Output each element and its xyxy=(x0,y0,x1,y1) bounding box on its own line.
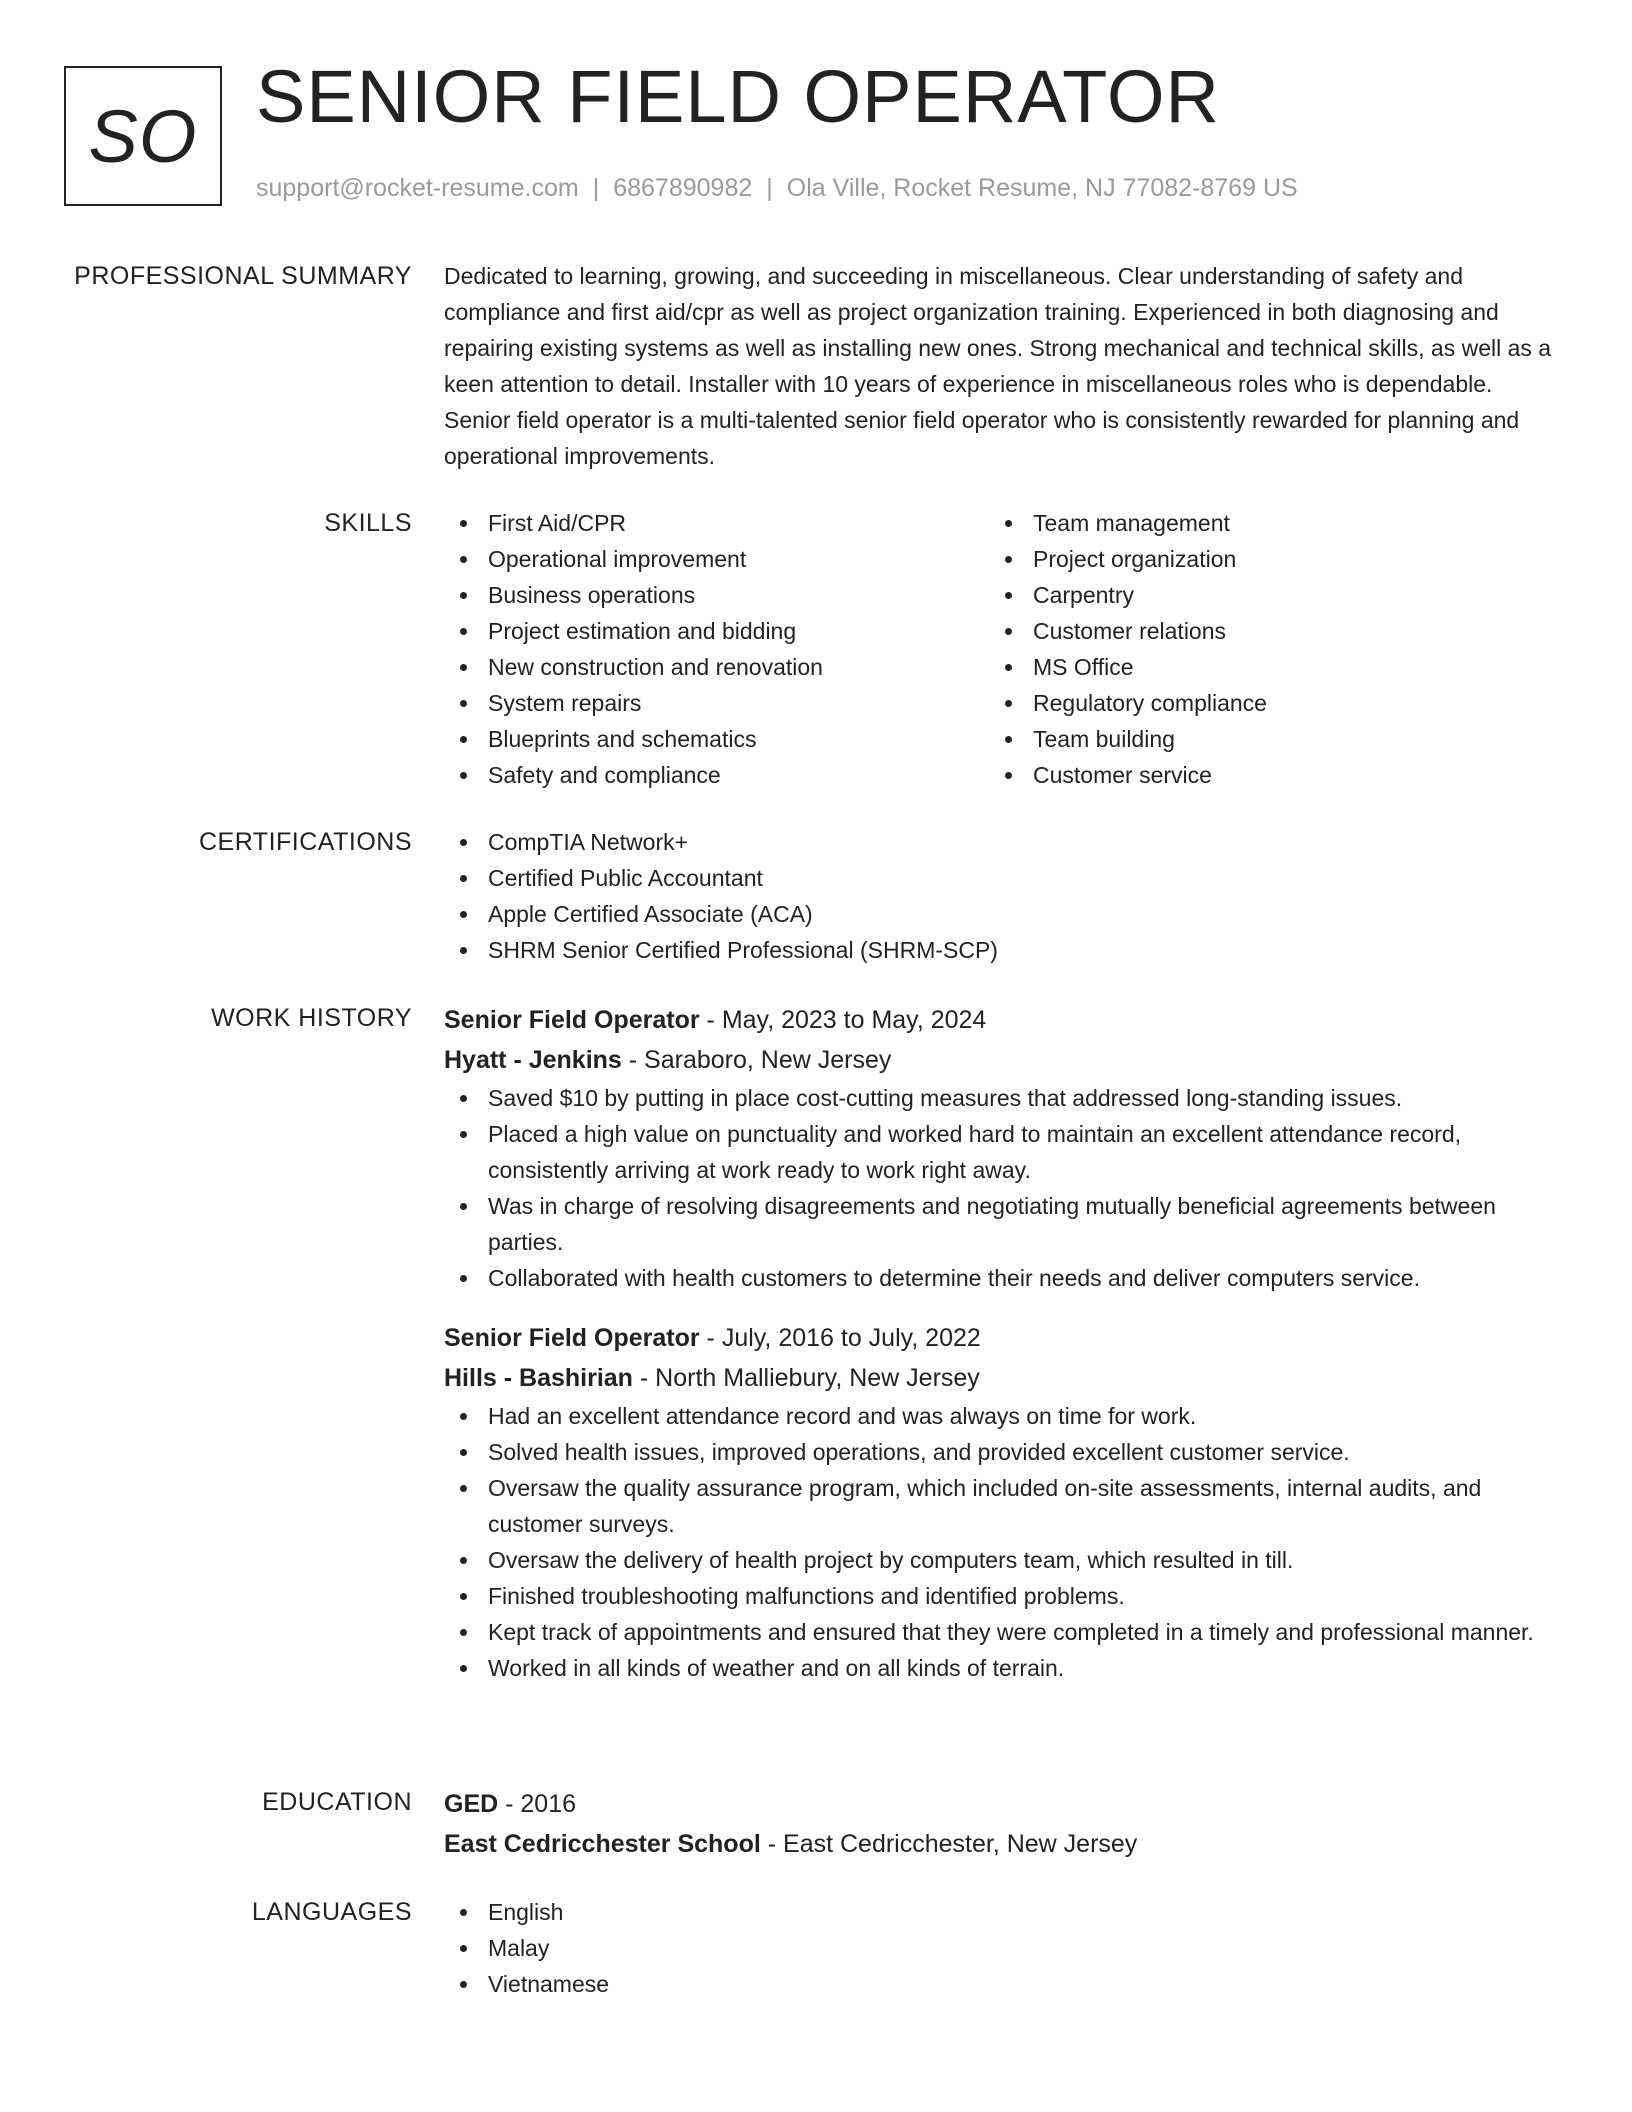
job-duty-item: Collaborated with health customers to determine their needs and deliver computers service. xyxy=(444,1260,1554,1296)
job-duty-item: Oversaw the quality assurance program, which included on-site assessments, internal audits, and customer surveys. xyxy=(444,1470,1554,1542)
languages-body xyxy=(444,1894,1554,2002)
job-company: Hyatt - Jenkins xyxy=(444,1046,622,1074)
monogram-text: SO xyxy=(88,94,198,178)
languages-heading: LANGUAGES xyxy=(251,1898,412,1926)
job-location: - Saraboro, New Jersey xyxy=(621,1046,892,1074)
skill-item: Carpentry xyxy=(989,577,1534,613)
certifications-list xyxy=(444,824,1554,968)
skill-item: MS Office xyxy=(989,649,1534,685)
education-heading: EDUCATION xyxy=(262,1788,412,1816)
skill-item: System repairs xyxy=(444,685,989,721)
job-title-line xyxy=(444,1000,1554,1040)
certifications-body xyxy=(444,824,1554,968)
job-title: Senior Field Operator xyxy=(444,1006,700,1034)
school-line xyxy=(444,1824,1554,1864)
skills-list xyxy=(444,505,1554,793)
job-duty-item: Oversaw the delivery of health project by computers team, which resulted in till. xyxy=(444,1542,1554,1578)
monogram-badge xyxy=(64,66,222,206)
skill-item: Business operations xyxy=(444,577,989,613)
school-name: East Cedricchester School xyxy=(444,1830,761,1858)
education-body xyxy=(444,1784,1554,1864)
certification-item: CompTIA Network+ xyxy=(444,824,1554,860)
contact-separator: | xyxy=(766,174,773,202)
skill-item: Customer service xyxy=(989,757,1534,793)
contact-email: support@rocket-resume.com xyxy=(256,174,579,202)
skill-item: Project estimation and bidding xyxy=(444,613,989,649)
skill-item: Team management xyxy=(989,505,1534,541)
skill-item: Safety and compliance xyxy=(444,757,989,793)
skill-item: Operational improvement xyxy=(444,541,989,577)
job-dates: - July, 2016 to July, 2022 xyxy=(699,1324,981,1352)
contact-line xyxy=(256,174,1298,203)
skill-item: Regulatory compliance xyxy=(989,685,1534,721)
skills-column-right xyxy=(989,505,1534,793)
languages-list xyxy=(444,1894,1554,2002)
job-duty-item: Placed a high value on punctuality and worked hard to maintain an excellent attendance record, consistently arriving at work ready to work right away. xyxy=(444,1116,1554,1188)
summary-text: Dedicated to learning, growing, and succeeding in miscellaneous. Clear understanding of safety and compliance and first aid/cpr as well as project organization training. Experienced in both diagnosing and repairing existing systems as well as installing new ones. Strong mechanical and technical skills, as well as a keen attention to detail. Installer with 10 years of experience in miscellaneous roles who is dependable. Senior field operator is a multi-talented senior field operator who is consistently rewarded for planning and operational improvements. xyxy=(444,263,1552,469)
job-duties-list xyxy=(444,1398,1554,1686)
certification-item: SHRM Senior Certified Professional (SHRM-SCP) xyxy=(444,932,1554,968)
job-entry xyxy=(444,1000,1554,1296)
skill-item: Team building xyxy=(989,721,1534,757)
language-item: Malay xyxy=(444,1930,1554,1966)
skill-item: New construction and renovation xyxy=(444,649,989,685)
job-company-line xyxy=(444,1040,1554,1080)
job-location: - North Malliebury, New Jersey xyxy=(632,1364,980,1392)
school-location: - East Cedricchester, New Jersey xyxy=(760,1830,1138,1858)
skills-column-left xyxy=(444,505,989,793)
job-duty-item: Finished troubleshooting malfunctions and identified problems. xyxy=(444,1578,1554,1614)
job-duties-list xyxy=(444,1080,1554,1296)
job-duty-item: Kept track of appointments and ensured that they were completed in a timely and professional manner. xyxy=(444,1614,1554,1650)
contact-address: Ola Ville, Rocket Resume, NJ 77082-8769 US xyxy=(786,174,1298,202)
job-duty-item: Was in charge of resolving disagreements and negotiating mutually beneficial agreements between parties. xyxy=(444,1188,1554,1260)
job-title: Senior Field Operator xyxy=(444,1324,700,1352)
language-item: English xyxy=(444,1894,1554,1930)
summary-heading: PROFESSIONAL SUMMARY xyxy=(74,262,412,290)
skills-heading: SKILLS xyxy=(324,509,412,537)
skill-item: Customer relations xyxy=(989,613,1534,649)
language-item: Vietnamese xyxy=(444,1966,1554,2002)
job-duty-item: Saved $10 by putting in place cost-cutting measures that addressed long-standing issues. xyxy=(444,1080,1554,1116)
work-history-body xyxy=(444,1000,1554,1686)
job-title-line xyxy=(444,1318,1554,1358)
certifications-heading: CERTIFICATIONS xyxy=(198,828,412,856)
skill-item: Blueprints and schematics xyxy=(444,721,989,757)
certification-item: Apple Certified Associate (ACA) xyxy=(444,896,1554,932)
summary-body xyxy=(444,258,1554,474)
job-duty-item: Had an excellent attendance record and was always on time for work. xyxy=(444,1398,1554,1434)
job-dates: - May, 2023 to May, 2024 xyxy=(699,1006,987,1034)
job-duty-item: Solved health issues, improved operations, and provided excellent customer service. xyxy=(444,1434,1554,1470)
page-title: SENIOR FIELD OPERATOR xyxy=(256,55,1220,138)
skill-item: Project organization xyxy=(989,541,1534,577)
contact-separator: | xyxy=(592,174,600,202)
degree-name: GED xyxy=(444,1790,499,1818)
skill-item: First Aid/CPR xyxy=(444,505,989,541)
work-history-heading: WORK HISTORY xyxy=(211,1004,412,1032)
degree-year: - 2016 xyxy=(498,1790,577,1818)
job-duty-item: Worked in all kinds of weather and on all kinds of terrain. xyxy=(444,1650,1554,1686)
job-company: Hills - Bashirian xyxy=(444,1364,633,1392)
job-company-line xyxy=(444,1358,1554,1398)
job-entry xyxy=(444,1318,1554,1686)
degree-line xyxy=(444,1784,1554,1824)
certification-item: Certified Public Accountant xyxy=(444,860,1554,896)
contact-phone: 6867890982 xyxy=(613,174,753,202)
